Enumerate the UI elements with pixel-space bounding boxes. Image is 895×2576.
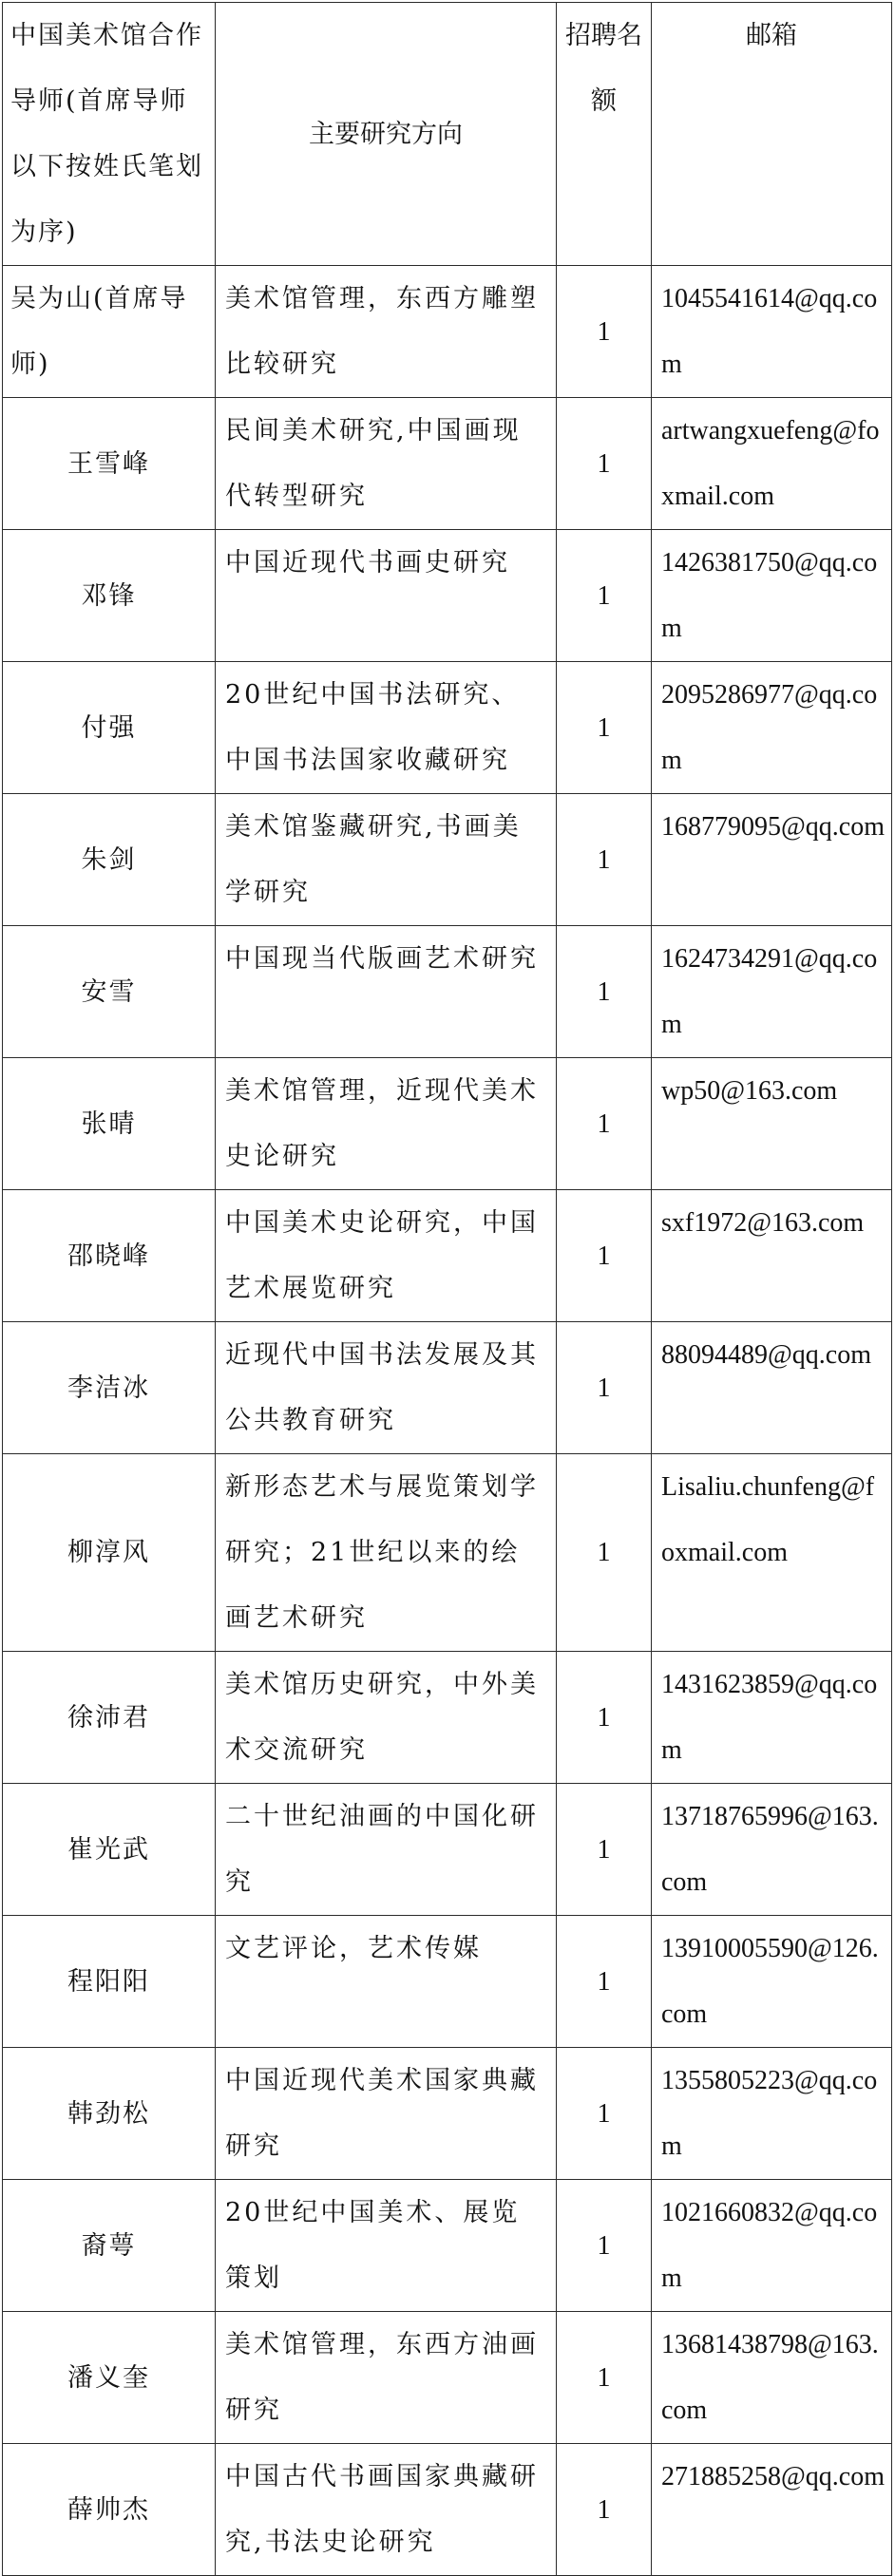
email-address[interactable]: 168779095@qq.com — [652, 794, 892, 926]
email-address[interactable]: 13718765996@163.com — [652, 1784, 892, 1916]
email-address[interactable]: 1045541614@qq.com — [652, 266, 892, 398]
research-direction: 20世纪中国美术、展览策划 — [216, 2180, 557, 2312]
table-row — [3, 1784, 892, 1916]
table-row — [3, 794, 892, 926]
table-row — [3, 530, 892, 662]
quota-value: 1 — [557, 2312, 652, 2444]
table-row — [3, 662, 892, 794]
quota-value: 1 — [557, 1916, 652, 2048]
research-direction: 中国美术史论研究，中国艺术展览研究 — [216, 1190, 557, 1322]
tutor-name: 薛帅杰 — [3, 2444, 216, 2576]
tutor-name: 王雪峰 — [3, 398, 216, 530]
research-direction: 民间美术研究,中国画现代转型研究 — [216, 398, 557, 530]
tutor-name: 潘义奎 — [3, 2312, 216, 2444]
tutor-name: 邵晓峰 — [3, 1190, 216, 1322]
tutor-table — [2, 2, 892, 2576]
quota-value: 1 — [557, 1058, 652, 1190]
header-email: 邮箱 — [652, 3, 892, 266]
research-direction: 近现代中国书法发展及其公共教育研究 — [216, 1322, 557, 1454]
tutor-name: 朱剑 — [3, 794, 216, 926]
research-direction: 美术馆管理，东西方油画研究 — [216, 2312, 557, 2444]
tutor-name: 裔萼 — [3, 2180, 216, 2312]
table-row — [3, 1652, 892, 1784]
quota-value: 1 — [557, 1454, 652, 1652]
quota-value: 1 — [557, 530, 652, 662]
table-row — [3, 1916, 892, 2048]
tutor-name: 安雪 — [3, 926, 216, 1058]
research-direction: 新形态艺术与展览策划学研究；21世纪以来的绘画艺术研究 — [216, 1454, 557, 1652]
quota-value: 1 — [557, 266, 652, 398]
research-direction: 中国近现代美术国家典藏研究 — [216, 2048, 557, 2180]
research-direction: 文艺评论，艺术传媒 — [216, 1916, 557, 2048]
tutor-name: 张晴 — [3, 1058, 216, 1190]
quota-value: 1 — [557, 1190, 652, 1322]
email-address[interactable]: 1021660832@qq.com — [652, 2180, 892, 2312]
table-row — [3, 926, 892, 1058]
email-address[interactable]: 13910005590@126.com — [652, 1916, 892, 2048]
quota-value: 1 — [557, 2180, 652, 2312]
header-research-direction: 主要研究方向 — [216, 3, 557, 266]
research-direction: 中国近现代书画史研究 — [216, 530, 557, 662]
research-direction: 美术馆管理，近现代美术史论研究 — [216, 1058, 557, 1190]
research-direction: 美术馆鉴藏研究,书画美学研究 — [216, 794, 557, 926]
header-tutor: 中国美术馆合作导师(首席导师以下按姓氏笔划为序) — [3, 3, 216, 266]
email-address[interactable]: 271885258@qq.com — [652, 2444, 892, 2576]
email-address[interactable]: 1426381750@qq.com — [652, 530, 892, 662]
research-direction: 中国现当代版画艺术研究 — [216, 926, 557, 1058]
email-address[interactable]: artwangxuefeng@foxmail.com — [652, 398, 892, 530]
quota-value: 1 — [557, 2048, 652, 2180]
email-address[interactable]: 13681438798@163.com — [652, 2312, 892, 2444]
table-row — [3, 398, 892, 530]
email-address[interactable]: 1355805223@qq.com — [652, 2048, 892, 2180]
research-direction: 20世纪中国书法研究、中国书法国家收藏研究 — [216, 662, 557, 794]
tutor-name: 崔光武 — [3, 1784, 216, 1916]
research-direction: 二十世纪油画的中国化研究 — [216, 1784, 557, 1916]
table-header-row — [3, 3, 892, 266]
email-address[interactable]: 1624734291@qq.com — [652, 926, 892, 1058]
quota-value: 1 — [557, 2444, 652, 2576]
email-address[interactable]: sxf1972@163.com — [652, 1190, 892, 1322]
tutor-name: 韩劲松 — [3, 2048, 216, 2180]
tutor-name: 付强 — [3, 662, 216, 794]
table-row — [3, 2444, 892, 2576]
quota-value: 1 — [557, 398, 652, 530]
quota-value: 1 — [557, 1652, 652, 1784]
quota-value: 1 — [557, 662, 652, 794]
tutor-name: 李洁冰 — [3, 1322, 216, 1454]
email-address[interactable]: 88094489@qq.com — [652, 1322, 892, 1454]
table-row — [3, 2312, 892, 2444]
email-address[interactable]: wp50@163.com — [652, 1058, 892, 1190]
email-address[interactable]: Lisaliu.chunfeng@foxmail.com — [652, 1454, 892, 1652]
table-row — [3, 1454, 892, 1652]
table-row — [3, 2180, 892, 2312]
research-direction: 美术馆管理，东西方雕塑比较研究 — [216, 266, 557, 398]
email-address[interactable]: 1431623859@qq.com — [652, 1652, 892, 1784]
table-row — [3, 266, 892, 398]
tutor-name: 吴为山(首席导师) — [3, 266, 216, 398]
quota-value: 1 — [557, 794, 652, 926]
table-row — [3, 2048, 892, 2180]
quota-value: 1 — [557, 1322, 652, 1454]
tutor-name: 徐沛君 — [3, 1652, 216, 1784]
research-direction: 中国古代书画国家典藏研究,书法史论研究 — [216, 2444, 557, 2576]
quota-value: 1 — [557, 1784, 652, 1916]
tutor-name: 邓锋 — [3, 530, 216, 662]
email-address[interactable]: 2095286977@qq.com — [652, 662, 892, 794]
tutor-name: 柳淳风 — [3, 1454, 216, 1652]
table-row — [3, 1190, 892, 1322]
header-quota: 招聘名额 — [557, 3, 652, 266]
tutor-name: 程阳阳 — [3, 1916, 216, 2048]
research-direction: 美术馆历史研究，中外美术交流研究 — [216, 1652, 557, 1784]
table-row — [3, 1322, 892, 1454]
quota-value: 1 — [557, 926, 652, 1058]
table-row — [3, 1058, 892, 1190]
